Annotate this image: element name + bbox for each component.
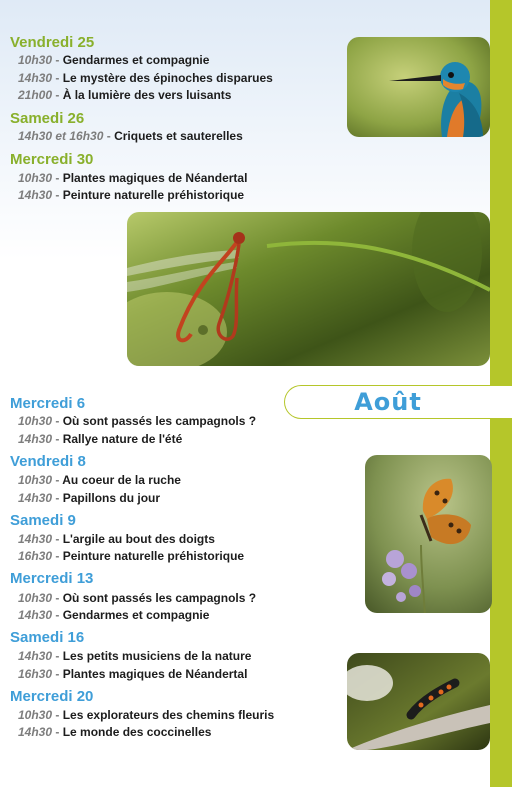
- event-separator: -: [52, 608, 63, 622]
- event-title: Gendarmes et compagnie: [62, 608, 210, 622]
- event-title: Le monde des coccinelles: [62, 725, 212, 739]
- event-item: [18, 53, 209, 67]
- event-item: [18, 71, 273, 85]
- event-separator: -: [52, 532, 63, 546]
- event-title: L'argile au bout des doigts: [62, 532, 215, 546]
- day-heading: Mercredi 20: [10, 688, 94, 705]
- event-separator: -: [52, 667, 63, 681]
- event-item: [18, 88, 231, 102]
- event-time: 10h30: [18, 171, 53, 185]
- event-time: 14h30: [18, 649, 53, 663]
- event-title: Les explorateurs des chemins fleuris: [62, 708, 275, 722]
- event-time: 14h30 et 16h30: [18, 129, 104, 143]
- event-separator: -: [52, 473, 63, 487]
- event-time: 14h30: [18, 188, 53, 202]
- event-separator: -: [52, 188, 63, 202]
- event-item: [18, 171, 247, 185]
- day-heading: Mercredi 6: [10, 395, 86, 412]
- event-time: 16h30: [18, 667, 53, 681]
- event-item: [18, 708, 274, 722]
- event-separator: -: [52, 491, 63, 505]
- event-title: Gendarmes et compagnie: [62, 53, 210, 67]
- event-title: Peinture naturelle préhistorique: [62, 188, 245, 202]
- event-time: 14h30: [18, 532, 53, 546]
- event-time: 14h30: [18, 725, 53, 739]
- event-item: [18, 473, 181, 487]
- event-item: [18, 591, 256, 605]
- event-time: 14h30: [18, 608, 53, 622]
- event-title: Plantes magiques de Néandertal: [62, 667, 248, 681]
- event-title: Le mystère des épinoches disparues: [62, 71, 273, 85]
- event-item: [18, 725, 211, 739]
- event-separator: -: [52, 432, 63, 446]
- ladybird-larva-photo: [347, 653, 490, 750]
- event-time: 21h00: [18, 88, 53, 102]
- month-banner: [284, 385, 512, 419]
- day-heading: Vendredi 25: [10, 34, 95, 51]
- event-separator: -: [52, 414, 63, 428]
- event-title: À la lumière des vers luisants: [62, 88, 232, 102]
- kingfisher-photo: [347, 37, 490, 137]
- event-title: Plantes magiques de Néandertal: [62, 171, 248, 185]
- event-item: [18, 491, 160, 505]
- event-separator: -: [52, 649, 63, 663]
- event-separator: -: [52, 71, 63, 85]
- event-title: Où sont passés les campagnols ?: [62, 591, 257, 605]
- event-separator: -: [52, 708, 63, 722]
- event-separator: -: [103, 129, 115, 143]
- day-heading: Mercredi 30: [10, 151, 94, 168]
- event-time: 10h30: [18, 708, 53, 722]
- event-item: [18, 432, 182, 446]
- event-time: 14h30: [18, 71, 53, 85]
- event-separator: -: [52, 549, 63, 563]
- event-item: [18, 608, 209, 622]
- event-separator: -: [52, 725, 63, 739]
- day-heading: Samedi 9: [10, 512, 76, 529]
- event-title: Peinture naturelle préhistorique: [62, 549, 245, 563]
- event-time: 10h30: [18, 414, 53, 428]
- month-title: Août: [354, 388, 422, 416]
- event-item: [18, 532, 215, 546]
- event-title: Criquets et sauterelles: [114, 129, 243, 143]
- day-heading: Mercredi 13: [10, 570, 94, 587]
- event-separator: -: [52, 53, 63, 67]
- event-title: Où sont passés les campagnols ?: [62, 414, 257, 428]
- event-time: 10h30: [18, 53, 53, 67]
- event-title: Les petits musiciens de la nature: [62, 649, 252, 663]
- event-time: 14h30: [18, 432, 53, 446]
- event-item: [18, 129, 243, 143]
- day-heading: Samedi 16: [10, 629, 85, 646]
- event-time: 16h30: [18, 549, 53, 563]
- event-separator: -: [52, 88, 63, 102]
- event-time: 10h30: [18, 473, 53, 487]
- event-item: [18, 667, 247, 681]
- event-time: 10h30: [18, 591, 53, 605]
- event-title: Au coeur de la ruche: [62, 473, 181, 487]
- event-title: Papillons du jour: [62, 491, 161, 505]
- event-item: [18, 414, 256, 428]
- event-separator: -: [52, 591, 63, 605]
- event-item: [18, 649, 251, 663]
- event-separator: -: [52, 171, 63, 185]
- event-time: 14h30: [18, 491, 53, 505]
- butterfly-photo: [365, 455, 492, 613]
- day-heading: Samedi 26: [10, 110, 85, 127]
- event-item: [18, 188, 244, 202]
- day-heading: Vendredi 8: [10, 453, 86, 470]
- event-title: Rallye nature de l'été: [62, 432, 183, 446]
- event-item: [18, 549, 244, 563]
- damselfly-photo: [127, 212, 490, 366]
